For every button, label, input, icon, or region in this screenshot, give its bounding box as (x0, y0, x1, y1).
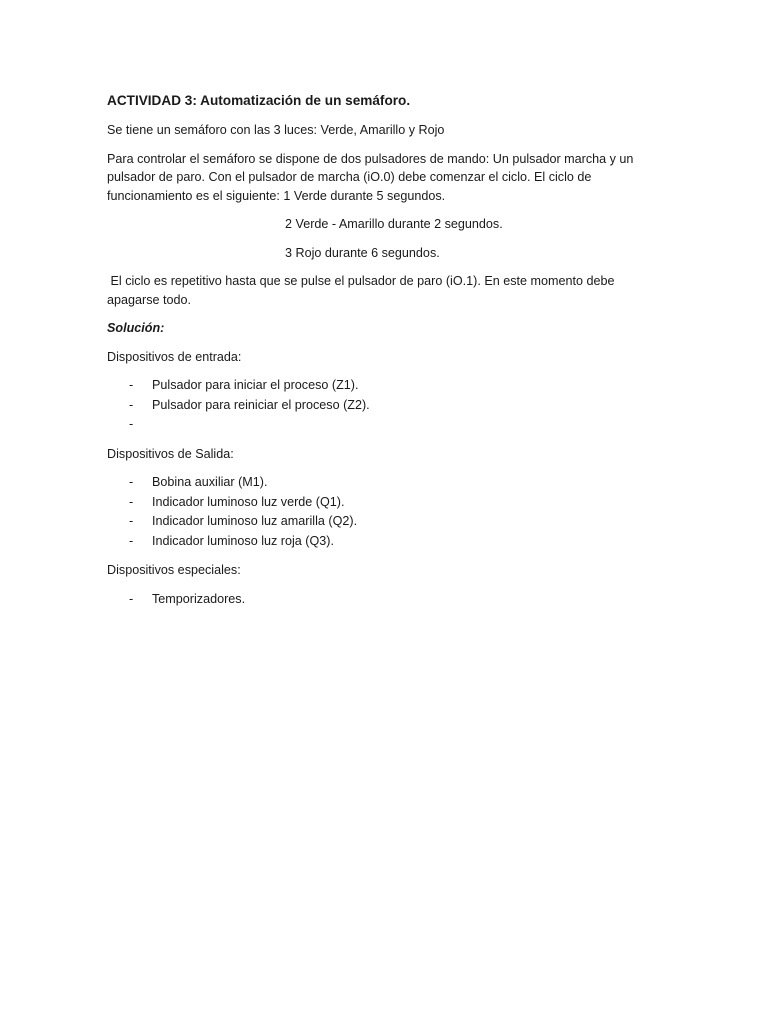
list-item (107, 376, 647, 396)
control-line: Para controlar el semáforo se dispone de dos pulsadores de mando: Un pulsador marcha y un (107, 151, 634, 166)
cycle-step-3: 3 Rojo durante 6 segundos. (285, 245, 440, 260)
document-title: ACTIVIDAD 3: Automatización de un semáforo. (107, 93, 411, 108)
list-item (107, 512, 647, 532)
list-bullet: - (129, 533, 134, 548)
inputs-list (107, 376, 647, 435)
list-bullet: - (129, 397, 134, 412)
special-heading: Dispositivos especiales: (107, 563, 241, 577)
cycle-line: El ciclo es repetitivo hasta que se pulse el pulsador de paro (iO.1). En este momento debe (107, 274, 615, 288)
control-paragraph (107, 150, 647, 206)
special-list (107, 590, 647, 610)
solution-label: Solución: (107, 321, 165, 335)
list-item-text: Indicador luminoso luz amarilla (Q2). (152, 514, 358, 528)
inputs-heading: Dispositivos de entrada: (107, 349, 242, 364)
list-item-text: Temporizadores. (152, 591, 246, 606)
outputs-heading: Dispositivos de Salida: (107, 446, 234, 461)
list-item (107, 415, 647, 435)
list-bullet: - (129, 494, 134, 509)
list-item (107, 473, 647, 493)
list-item-text: Pulsador para iniciar el proceso (Z1). (152, 378, 359, 392)
list-bullet: - (129, 475, 134, 489)
list-item (107, 396, 647, 416)
cycle-paragraph (107, 272, 647, 309)
cycle-step-2: 2 Verde - Amarillo durante 2 segundos. (285, 217, 503, 231)
list-item-text: Indicador luminoso luz verde (Q1). (152, 494, 345, 509)
list-bullet: - (129, 591, 134, 606)
list-item-text: Indicador luminoso luz roja (Q3). (152, 533, 334, 548)
list-item (107, 493, 647, 513)
document-page (107, 92, 647, 619)
list-item (107, 532, 647, 552)
control-line: funcionamiento es el siguiente: 1 Verde durante 5 segundos. (107, 188, 446, 203)
control-line: pulsador de paro. Con el pulsador de marcha (iO.0) debe comenzar el ciclo. El ciclo de (107, 170, 592, 184)
intro-paragraph: Se tiene un semáforo con las 3 luces: Verde, Amarillo y Rojo (107, 123, 445, 137)
list-bullet: - (129, 514, 134, 528)
list-item (107, 590, 647, 610)
list-bullet: - (129, 417, 134, 431)
list-bullet: - (129, 378, 134, 392)
list-item-text: Bobina auxiliar (M1). (152, 475, 268, 489)
cycle-line: apagarse todo. (107, 292, 192, 307)
list-item-text: Pulsador para reiniciar el proceso (Z2). (152, 397, 370, 412)
outputs-list (107, 473, 647, 551)
